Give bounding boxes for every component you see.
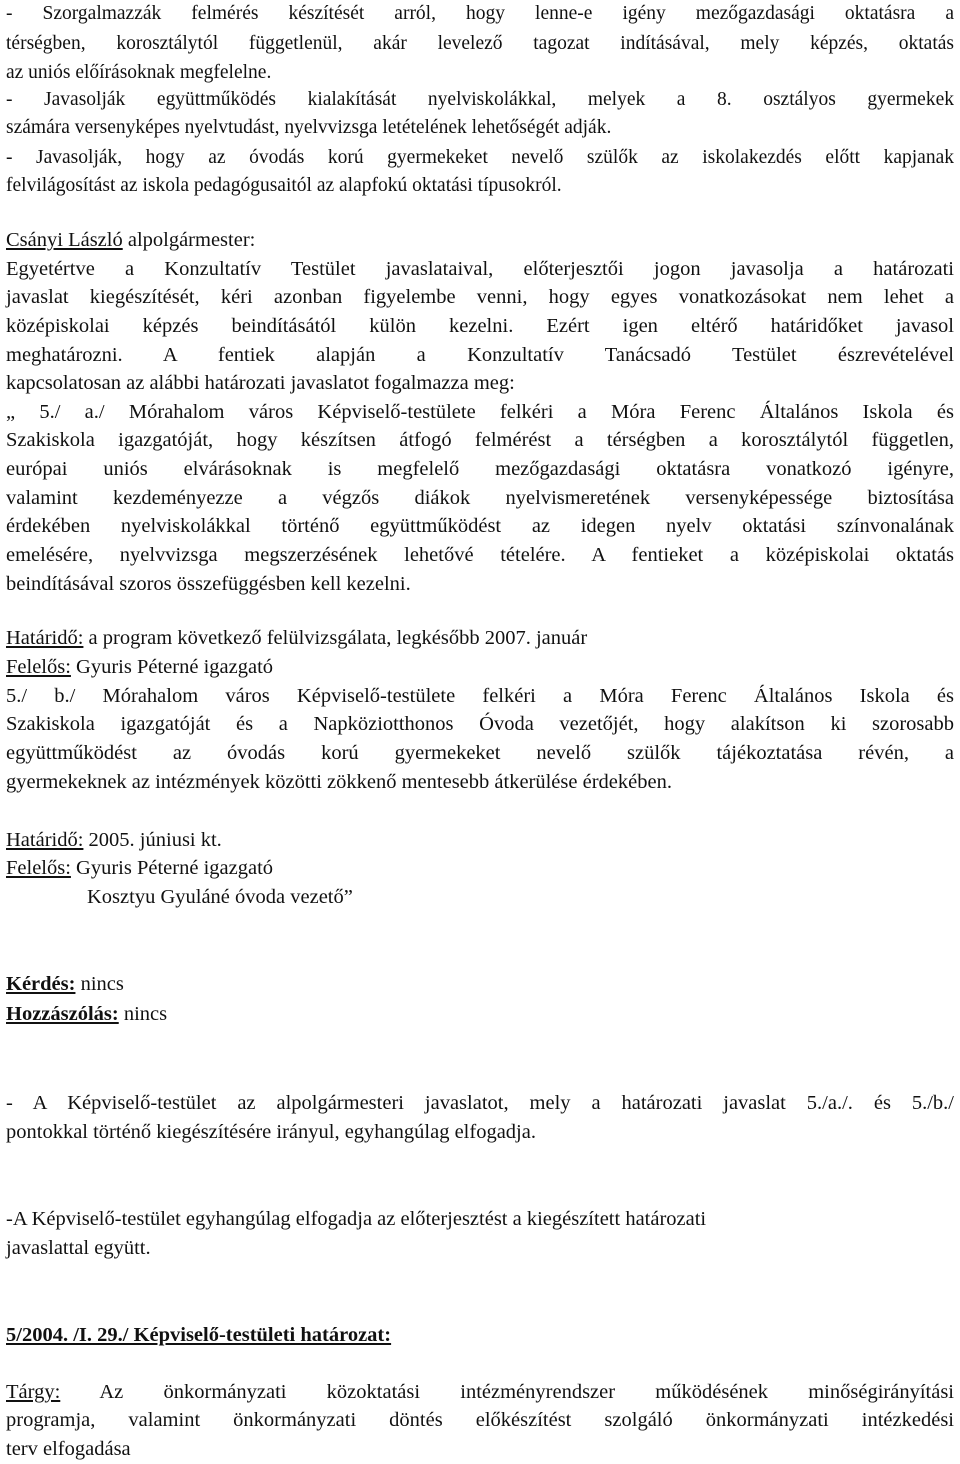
deadline-label: Határidő:: [6, 829, 84, 851]
text-line: javaslat kiegészítését, kéri azonban figyelembe venni, hogy egyes vonatkozásokat nem lehet a: [6, 286, 954, 308]
subject-line: [6, 1378, 954, 1406]
text-line: érdekében nyelviskolákkal történő együttműködést az idegen nyelv oktatási színvonalának: [6, 515, 954, 537]
text-line: középiskolai képzés beindításától külön kezelni. Ezért igen eltérő határidőket javasol: [6, 315, 954, 337]
text-line: beindításával szoros összefüggésben kell kezelni.: [6, 573, 411, 595]
text-line: felvilágosítást az iskola pedagógusaitól az alapfokú oktatási típusokról.: [6, 175, 562, 196]
text-line: „ 5./ a./ Mórahalom város Képviselő-testülete felkéri a Móra Ferenc Általános Iskola és: [6, 401, 954, 423]
responsible-line: [6, 653, 954, 681]
text-line: meghatározni. A fentiek alapján a Konzultatív Tanácsadó Testület észrevételével: [6, 344, 954, 366]
comment-line: [6, 1000, 954, 1028]
subject-label: Tárgy:: [6, 1381, 61, 1403]
text-line: - Javasolják együttműködés kialakítását nyelviskolákkal, melyek a 8. osztályos gyermekek: [6, 89, 954, 110]
text-line: emelésére, nyelvvizsga megszerzésének lehetővé tételére. A fentieket a középiskolai oktatás: [6, 544, 954, 566]
text-line: európai uniós elvárásoknak is megfelelő mezőgazdasági oktatásra vonatkozó igényre,: [6, 458, 954, 480]
speaker-role: alpolgármester:: [122, 229, 256, 251]
deadline-line: [6, 624, 954, 652]
responsible-value: Gyuris Péterné igazgató: [70, 656, 274, 678]
text-line: valamint kezdeményezze a végzős diákok nyelvismeretének versenyképessége biztosítása: [6, 487, 954, 509]
text-line: gyermekeknek az intézmények közötti zökkenő mentesebb átkerülése érdekében.: [6, 771, 672, 793]
text-line: javaslattal együtt.: [6, 1237, 151, 1259]
subject-text: Az önkormányzati közoktatási intézményrendszer működésének minőségirányítási: [60, 1381, 954, 1403]
responsible-label: Felelős:: [6, 857, 71, 879]
responsible-value-2: Kosztyu Gyuláné óvoda vezető”: [87, 886, 353, 908]
text-line: számára versenyképes nyelvtudást, nyelvvizsga letételének lehetőségét adják.: [6, 117, 612, 138]
deadline-line: [6, 826, 954, 854]
text-line: - Javasolják, hogy az óvodás korú gyermekeket nevelő szülők az iskolakezdés előtt kapjanak: [6, 147, 954, 168]
text-line: térségben, korosztálytól függetlenül, akár levelező tagozat indításával, mely képzés, oktatás: [6, 33, 954, 54]
question-line: [6, 970, 954, 998]
text-line: az uniós előírásoknak megfelelne.: [6, 62, 272, 83]
text-line: -A Képviselő-testület egyhangúlag elfogadja az előterjesztést a kiegészített határozati: [6, 1208, 707, 1230]
deadline-value: a program következő felülvizsgálata, legkésőbb 2007. január: [83, 627, 588, 649]
text-line: Szakiskola igazgatóját és a Napköziotthonos Óvoda vezetőjét, hogy alakítson ki szorosabb: [6, 713, 954, 735]
text-line: - Szorgalmazzák felmérés készítését arról, hogy lenne-e igény mezőgazdasági oktatásra a: [6, 3, 954, 24]
comment-value: nincs: [118, 1003, 168, 1025]
text-line: pontokkal történő kiegészítésére irányul, egyhangúlag elfogadja.: [6, 1121, 536, 1143]
question-value: nincs: [75, 973, 124, 995]
text-line: Szakiskola igazgatóját, hogy készítsen átfogó felmérést a térségben a korosztálytól független,: [6, 429, 954, 451]
responsible-value: Gyuris Péterné igazgató: [70, 857, 274, 879]
text-line: kapcsolatosan az alábbi határozati javaslatot fogalmazza meg:: [6, 372, 515, 394]
resolution-title: 5/2004. /I. 29./ Képviselő-testületi határozat:: [6, 1324, 392, 1346]
comment-label: Hozzászólás:: [6, 1003, 119, 1025]
text-line: programja, valamint önkormányzati döntés előkészítést szolgáló önkormányzati intézkedési: [6, 1409, 954, 1431]
speaker-name: Csányi László: [6, 229, 123, 251]
deadline-value: 2005. júniusi kt.: [83, 829, 222, 851]
speaker-line: [6, 226, 954, 254]
text-line: együttműködést az óvodás korú gyermekeket nevelő szülők tájékoztatása révén, a: [6, 742, 954, 764]
text-line: - A Képviselő-testület az alpolgármesteri javaslatot, mely a határozati javaslat 5./a./. és 5./b./: [6, 1092, 954, 1114]
deadline-label: Határidő:: [6, 627, 84, 649]
text-line: terv elfogadása: [6, 1438, 131, 1460]
text-line: Egyetértve a Konzultatív Testület javaslataival, előterjesztői jogon javasolja a határozati: [6, 258, 954, 280]
responsible-line: [6, 854, 954, 882]
text-line: 5./ b./ Mórahalom város Képviselő-testülete felkéri a Móra Ferenc Általános Iskola és: [6, 685, 954, 707]
question-label: Kérdés:: [6, 973, 76, 995]
responsible-label: Felelős:: [6, 656, 71, 678]
